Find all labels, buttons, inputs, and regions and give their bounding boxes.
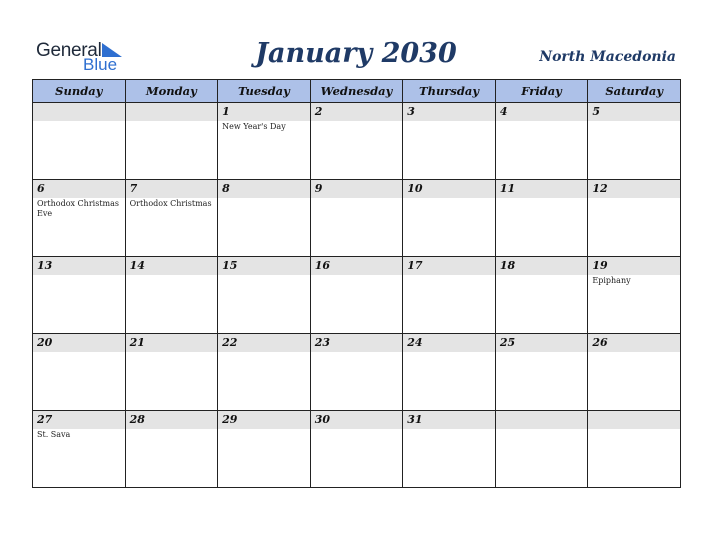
weekday-monday: Monday (125, 80, 218, 103)
day-number-bar (218, 411, 310, 429)
day-number: 17 (407, 259, 423, 272)
day-number: 27 (37, 413, 53, 426)
day-number-bar (218, 180, 310, 198)
day-number-bar (218, 334, 310, 352)
day-number: 25 (499, 336, 516, 349)
holiday-label (311, 198, 403, 199)
day-number: 20 (37, 336, 53, 349)
day-number-bar (33, 180, 125, 198)
holiday-label (403, 275, 495, 276)
day-number-bar (33, 257, 125, 275)
day-number-bar (403, 334, 495, 352)
day-cell[interactable] (218, 334, 311, 411)
day-cell[interactable] (403, 180, 496, 257)
day-cell[interactable] (125, 257, 218, 334)
day-number-bar (403, 411, 495, 429)
holiday-label (218, 352, 310, 353)
day-number: 31 (407, 413, 423, 426)
day-cell[interactable] (495, 180, 588, 257)
weekday-friday: Friday (495, 80, 588, 103)
day-cell[interactable] (33, 411, 126, 488)
holiday-label: St. Sava (37, 430, 71, 439)
day-cell[interactable] (588, 180, 681, 257)
day-number: 18 (499, 259, 516, 272)
week-row (33, 257, 681, 334)
day-cell[interactable] (310, 411, 403, 488)
day-number: 6 (37, 182, 45, 195)
holiday-label (126, 121, 218, 122)
day-cell[interactable] (125, 334, 218, 411)
day-number-bar (403, 257, 495, 275)
calendar-body (33, 103, 681, 488)
day-cell[interactable] (495, 257, 588, 334)
day-number: 16 (314, 259, 330, 272)
week-row (33, 334, 681, 411)
calendar-title: January 2030 (255, 38, 457, 69)
day-number-bar (588, 411, 680, 429)
holiday-label (126, 352, 218, 353)
day-number: 19 (592, 259, 608, 272)
day-number: 29 (222, 413, 238, 426)
holiday-label (496, 121, 588, 122)
day-cell[interactable] (125, 103, 218, 180)
day-number-bar (403, 180, 495, 198)
day-number: 26 (592, 336, 608, 349)
day-number: 9 (314, 182, 323, 195)
day-number-bar (496, 180, 588, 198)
holiday-label: Epiphany (592, 276, 631, 285)
day-number: 14 (129, 259, 145, 272)
day-number-bar (126, 334, 218, 352)
day-number-bar (588, 257, 680, 275)
day-number-bar (33, 334, 125, 352)
day-number: 24 (407, 336, 423, 349)
holiday-label (496, 429, 588, 430)
day-cell[interactable] (588, 103, 681, 180)
logo-text-blue: Blue (83, 55, 118, 74)
day-number-bar (496, 411, 588, 429)
country-name: North Macedonia (539, 49, 676, 65)
day-cell[interactable] (33, 103, 126, 180)
day-cell[interactable] (403, 411, 496, 488)
day-cell[interactable] (588, 411, 681, 488)
holiday-label (311, 352, 403, 353)
holiday-label (218, 198, 310, 199)
day-number-bar (588, 334, 680, 352)
holiday-label (311, 429, 403, 430)
day-cell[interactable] (218, 257, 311, 334)
day-cell[interactable] (218, 180, 311, 257)
day-number: 3 (407, 105, 415, 118)
day-number: 8 (222, 182, 230, 195)
day-cell[interactable] (218, 411, 311, 488)
logo-text-general: General (36, 40, 102, 61)
day-cell[interactable] (33, 257, 126, 334)
day-number-bar (588, 180, 680, 198)
day-number: 13 (37, 259, 53, 272)
day-number-bar (218, 257, 310, 275)
day-number-bar (311, 334, 403, 352)
day-cell[interactable] (218, 103, 311, 180)
day-number: 10 (407, 182, 423, 195)
day-number: 5 (592, 105, 601, 118)
weekday-wednesday: Wednesday (310, 80, 403, 103)
day-number-bar (126, 180, 218, 198)
holiday-label: Orthodox Christmas Eve (37, 199, 119, 218)
day-cell[interactable] (403, 257, 496, 334)
day-number: 12 (592, 182, 608, 195)
holiday-label (33, 121, 125, 122)
day-cell[interactable] (310, 334, 403, 411)
holiday-label (496, 275, 588, 276)
day-number-bar (33, 103, 125, 121)
day-number-bar (126, 103, 218, 121)
holiday-label (403, 429, 495, 430)
weekday-saturday: Saturday (588, 80, 681, 103)
day-cell[interactable] (33, 334, 126, 411)
holiday-label (218, 275, 310, 276)
day-cell[interactable] (310, 180, 403, 257)
day-cell[interactable] (33, 180, 126, 257)
day-number: 28 (129, 413, 145, 426)
holiday-label (126, 275, 218, 276)
holiday-label (311, 121, 403, 122)
holiday-label (496, 352, 588, 353)
brand-logo (36, 40, 136, 76)
holiday-label (588, 429, 680, 430)
holiday-label: Orthodox Christmas (129, 199, 212, 208)
day-number-bar (403, 103, 495, 121)
day-number-bar (126, 257, 218, 275)
day-number-bar (588, 103, 680, 121)
holiday-label (403, 352, 495, 353)
day-number-bar (311, 103, 403, 121)
holiday-label (218, 429, 310, 430)
day-number-bar (311, 257, 403, 275)
holiday-label (311, 275, 403, 276)
day-cell[interactable] (310, 257, 403, 334)
day-cell[interactable] (125, 180, 218, 257)
day-cell[interactable] (495, 411, 588, 488)
holiday-label (588, 352, 680, 353)
day-number: 15 (222, 259, 238, 272)
day-cell[interactable] (310, 103, 403, 180)
holiday-label (403, 198, 495, 199)
holiday-label (33, 352, 125, 353)
day-number: 7 (129, 182, 138, 195)
weekday-header-row (33, 80, 681, 103)
day-number: 2 (314, 105, 323, 118)
holiday-label (403, 121, 495, 122)
day-number: 23 (314, 336, 330, 349)
day-number: 4 (499, 105, 508, 118)
weekday-tuesday: Tuesday (218, 80, 311, 103)
calendar-grid (32, 79, 681, 488)
holiday-label (126, 429, 218, 430)
day-cell[interactable] (495, 334, 588, 411)
day-number-bar (496, 103, 588, 121)
day-number-bar (496, 334, 588, 352)
day-number-bar (33, 411, 125, 429)
day-number: 11 (499, 182, 516, 195)
day-number-bar (496, 257, 588, 275)
day-number: 22 (222, 336, 238, 349)
week-row (33, 411, 681, 488)
holiday-label: New Year's Day (222, 122, 286, 131)
day-cell[interactable] (403, 334, 496, 411)
holiday-label (496, 198, 588, 199)
day-cell[interactable] (588, 334, 681, 411)
day-number: 30 (314, 413, 330, 426)
day-cell[interactable] (403, 103, 496, 180)
day-cell[interactable] (125, 411, 218, 488)
day-number: 21 (129, 336, 145, 349)
weekday-sunday: Sunday (33, 80, 126, 103)
week-row (33, 180, 681, 257)
weekday-thursday: Thursday (403, 80, 496, 103)
holiday-label (588, 198, 680, 199)
day-number-bar (218, 103, 310, 121)
day-cell[interactable] (495, 103, 588, 180)
day-number-bar (311, 411, 403, 429)
day-cell[interactable] (588, 257, 681, 334)
day-number-bar (311, 180, 403, 198)
holiday-label (588, 121, 680, 122)
day-number: 1 (222, 105, 230, 118)
holiday-label (33, 275, 125, 276)
week-row (33, 103, 681, 180)
day-number-bar (126, 411, 218, 429)
